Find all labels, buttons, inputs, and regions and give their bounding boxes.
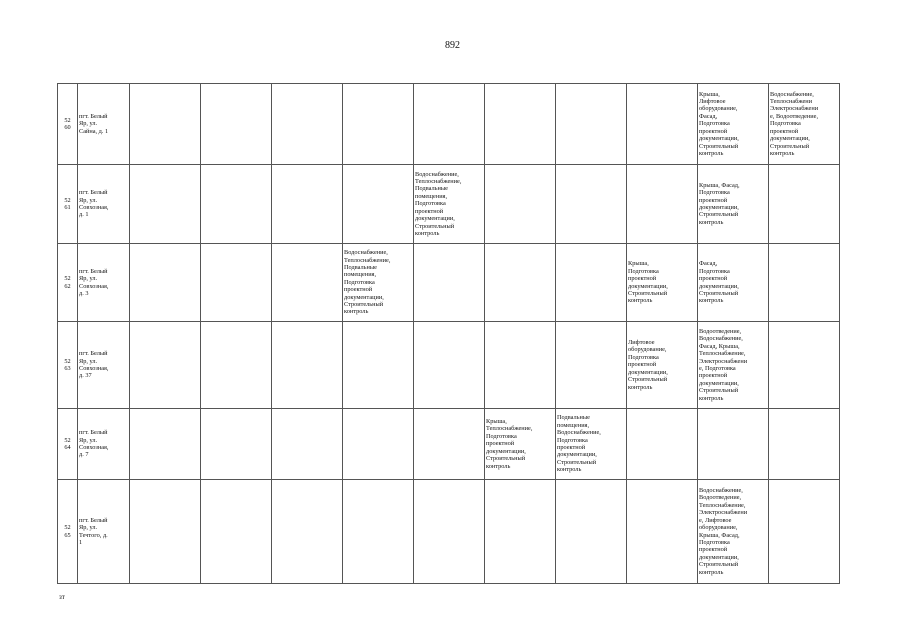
work-cell bbox=[201, 84, 272, 165]
work-cell: Водоснабжение, Теплоснабжени Электроснабжени е, Водоотведение, Подготовка проектной документации, Строительный контроль bbox=[769, 84, 840, 165]
work-cell: Водоснабжение, Теплоснабжение, Подвальные помещения, Подготовка проектной документации, Строительный контроль bbox=[343, 244, 414, 322]
work-cell: Крыша, Подготовка проектной документации, Строительный контроль bbox=[627, 244, 698, 322]
work-cell bbox=[272, 84, 343, 165]
page-number: 892 bbox=[445, 40, 460, 51]
work-cell bbox=[201, 480, 272, 584]
work-cell bbox=[343, 84, 414, 165]
address-cell: пгт. Белый Яр, ул. Совхозная, д. 37 bbox=[78, 322, 130, 409]
work-cell bbox=[130, 480, 201, 584]
address-cell: пгт. Белый Яр, ул. Сайна, д. 1 bbox=[78, 84, 130, 165]
work-cell bbox=[556, 480, 627, 584]
work-cell bbox=[627, 480, 698, 584]
work-cell bbox=[414, 244, 485, 322]
work-cell bbox=[769, 322, 840, 409]
work-cell bbox=[272, 409, 343, 480]
work-cell bbox=[769, 244, 840, 322]
row-number: 52 64 bbox=[58, 409, 78, 480]
work-cell bbox=[556, 322, 627, 409]
work-cell bbox=[414, 322, 485, 409]
work-cell bbox=[769, 480, 840, 584]
work-cell bbox=[556, 165, 627, 244]
work-cell bbox=[201, 409, 272, 480]
address-cell: пгт. Белый Яр, ул. Совхозная, д. 1 bbox=[78, 165, 130, 244]
work-cell bbox=[130, 165, 201, 244]
work-cell: Водоснабжение, Водоотведение, Теплоснабжение, Электроснабжени е, Лифтовое оборудование, Крыша, Фасад, Подготовка проектной документации, Строительный контроль bbox=[698, 480, 769, 584]
work-cell bbox=[201, 165, 272, 244]
work-cell bbox=[414, 480, 485, 584]
work-cell bbox=[485, 165, 556, 244]
work-cell: Крыша, Фасад, Подготовка проектной документации, Строительный контроль bbox=[698, 165, 769, 244]
work-cell bbox=[414, 84, 485, 165]
work-cell bbox=[343, 480, 414, 584]
table-row bbox=[58, 165, 840, 244]
capital-repair-schedule-table bbox=[57, 83, 840, 584]
work-cell bbox=[201, 244, 272, 322]
work-cell bbox=[343, 165, 414, 244]
work-cell: Подвальные помещения, Водоснабжение, Подготовка проектной документации, Строительный контроль bbox=[556, 409, 627, 480]
address-cell: пгт. Белый Яр, ул. Совхозная, д. 3 bbox=[78, 244, 130, 322]
work-cell: Лифтовое оборудование, Подготовка проектной документации, Строительный контроль bbox=[627, 322, 698, 409]
table-row bbox=[58, 244, 840, 322]
table-row bbox=[58, 480, 840, 584]
work-cell bbox=[485, 322, 556, 409]
work-cell bbox=[556, 244, 627, 322]
table-row bbox=[58, 322, 840, 409]
work-cell bbox=[130, 322, 201, 409]
work-cell bbox=[627, 165, 698, 244]
work-cell bbox=[343, 409, 414, 480]
work-cell: Водоотведение, Водоснабжение, Фасад, Крыша, Теплоснабжение, Электроснабжени е, Подготовка проектной документации, Строительный контроль bbox=[698, 322, 769, 409]
row-number: 52 61 bbox=[58, 165, 78, 244]
table-row bbox=[58, 409, 840, 480]
work-cell bbox=[769, 409, 840, 480]
work-cell bbox=[485, 84, 556, 165]
work-cell bbox=[130, 409, 201, 480]
work-cell bbox=[130, 244, 201, 322]
row-number: 52 62 bbox=[58, 244, 78, 322]
row-number: 52 65 bbox=[58, 480, 78, 584]
work-cell bbox=[556, 84, 627, 165]
work-cell: Крыша, Теплоснабжение, Подготовка проектной документации, Строительный контроль bbox=[485, 409, 556, 480]
row-number: 52 60 bbox=[58, 84, 78, 165]
address-cell: пгт. Белый Яр, ул. Течтого, д. 1 bbox=[78, 480, 130, 584]
work-cell: Водоснабжение, Теплоснабжение, Подвальные помещения, Подготовка проектной документации, Строительный контроль bbox=[414, 165, 485, 244]
work-cell: Фасад, Подготовка проектной документации, Строительный контроль bbox=[698, 244, 769, 322]
work-cell bbox=[414, 409, 485, 480]
work-cell bbox=[769, 165, 840, 244]
work-cell bbox=[485, 244, 556, 322]
work-cell bbox=[201, 322, 272, 409]
work-cell bbox=[698, 409, 769, 480]
work-cell bbox=[272, 165, 343, 244]
work-cell bbox=[627, 84, 698, 165]
work-cell bbox=[272, 322, 343, 409]
work-cell bbox=[485, 480, 556, 584]
table-row bbox=[58, 84, 840, 165]
work-cell bbox=[627, 409, 698, 480]
work-cell bbox=[343, 322, 414, 409]
footer-code: зт bbox=[59, 593, 65, 601]
work-cell bbox=[130, 84, 201, 165]
work-cell bbox=[272, 480, 343, 584]
work-cell: Крыша, Лифтовое оборудование, Фасад, Подготовка проектной документации, Строительный контроль bbox=[698, 84, 769, 165]
row-number: 52 63 bbox=[58, 322, 78, 409]
address-cell: пгт. Белый Яр, ул. Совхозная, д. 7 bbox=[78, 409, 130, 480]
work-cell bbox=[272, 244, 343, 322]
